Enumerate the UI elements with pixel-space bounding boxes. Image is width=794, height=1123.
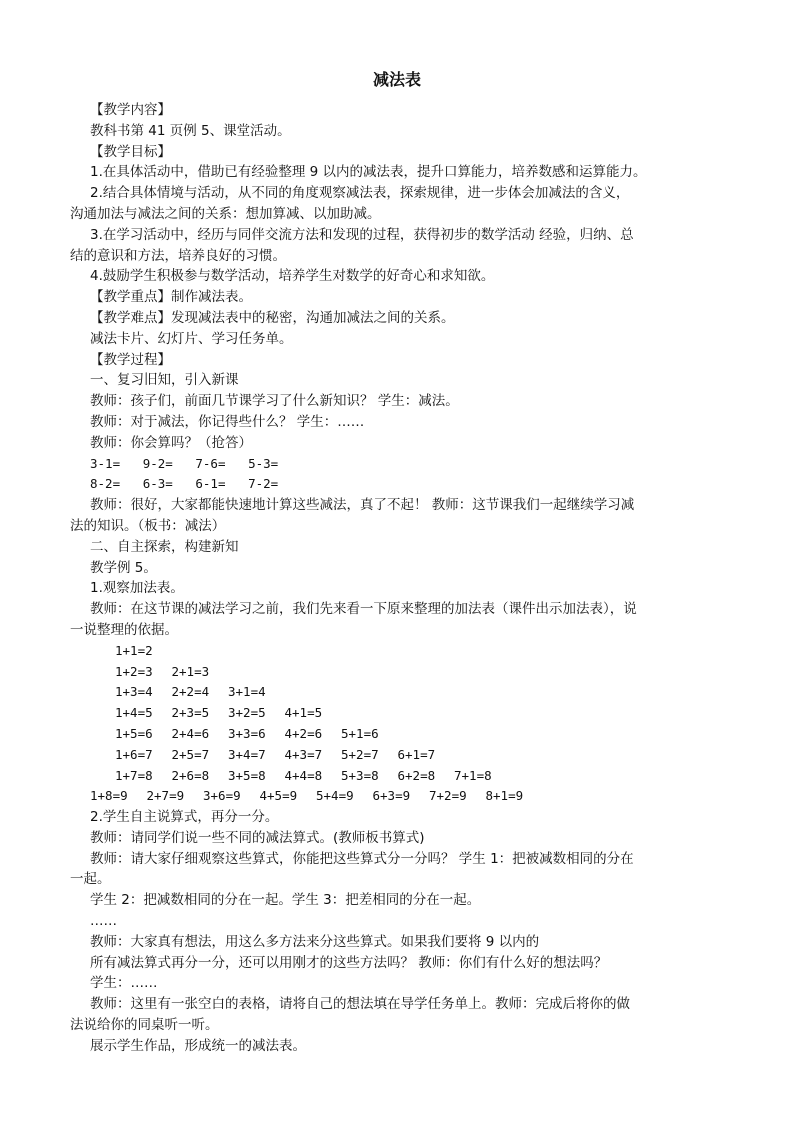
addition-fact: 1+5=6 xyxy=(115,725,153,741)
addition-fact: 1+1=2 xyxy=(115,642,153,658)
goal-2-line-2: 沟通加法与减法之间的关系：想加算减、以加助减。 xyxy=(70,205,381,222)
goal-3-line-1: 3.在学习活动中，经历与同伴交流方法和发现的过程，获得初步的数学活动 经验，归纳、总 xyxy=(90,226,634,243)
addition-fact: 3+1=4 xyxy=(228,684,266,700)
addition-fact: 2+4=6 xyxy=(171,725,210,741)
addition-fact: 5+2=7 xyxy=(341,746,379,762)
addition-fact: 5+3=8 xyxy=(341,767,379,783)
content-text: 教科书第 41 页例 5、课堂活动。 xyxy=(90,122,291,139)
addition-fact: 1+2=3 xyxy=(115,663,153,679)
exercise-item: 8-2= xyxy=(90,476,121,492)
key-point: 【教学重点】制作减法表。 xyxy=(90,289,252,306)
addition-fact: 2+1=3 xyxy=(171,663,210,679)
goal-3-line-2: 结的意识和方法，培养良好的习惯。 xyxy=(70,247,286,264)
exercise-item: 6-3= xyxy=(142,476,173,492)
addition-fact: 1+6=7 xyxy=(115,746,153,762)
dialogue-line: 教师：大家真有想法，用这么多方法来分这些算式。如果我们要将 9 以内的 xyxy=(90,933,540,950)
addition-fact: 3+2=5 xyxy=(228,705,266,721)
addition-fact: 5+1=6 xyxy=(341,725,379,741)
dialogue-line-cont: 法说给你的同桌听一听。 xyxy=(70,1017,219,1034)
addition-fact: 4+2=6 xyxy=(284,725,323,741)
dialogue-line-cont: 法的知识。（板书：减法） xyxy=(70,517,226,534)
dialogue-line: 教师：请大家仔细观察这些算式，你能把这些算式分一分吗？ 学生 1：把被减数相同的分在 xyxy=(90,850,634,867)
addition-fact: 4+5=9 xyxy=(259,788,298,804)
addition-fact: 1+7=8 xyxy=(115,767,153,783)
goal-4: 4.鼓励学生积极参与数学活动，培养学生对数学的好奇心和求知欲。 xyxy=(90,268,495,285)
addition-fact: 1+3=4 xyxy=(115,684,153,700)
difficult-point: 【教学难点】发现减法表中的秘密，沟通加减法之间的关系。 xyxy=(90,309,455,326)
page-title: 减法表 xyxy=(372,70,421,89)
dialogue-line-cont: 一说整理的依据。 xyxy=(70,621,178,638)
addition-table xyxy=(90,641,736,787)
dialogue-line: 教师：在这节课的减法学习之前，我们先来看一下原来整理的加法表（课件出示加法表），说 xyxy=(90,601,637,618)
exercise-row-2 xyxy=(90,474,736,495)
addition-fact: 6+1=7 xyxy=(397,746,436,762)
ellipsis-line: …… xyxy=(90,913,117,930)
addition-fact: 3+3=6 xyxy=(228,725,266,741)
dialogue-line: 教师：对于减法，你记得些什么？ 学生：…… xyxy=(90,413,365,430)
addition-fact: 5+4=9 xyxy=(316,788,354,804)
addition-fact: 8+1=9 xyxy=(485,788,524,804)
addition-fact: 1+4=5 xyxy=(115,705,153,721)
addition-table-row xyxy=(90,703,736,724)
addition-fact: 7+2=9 xyxy=(429,788,467,804)
example-label: 教学例 5。 xyxy=(90,559,157,576)
addition-table-row xyxy=(90,641,736,662)
addition-fact: 2+3=5 xyxy=(171,705,210,721)
exercise-item: 3-1= xyxy=(90,455,121,471)
exercise-item: 6-1= xyxy=(195,476,226,492)
document-body xyxy=(70,100,736,1057)
dialogue-line: 所有减法算式再分一分，还可以用刚才的这些方法吗？ 教师：你们有什么好的想法吗？ xyxy=(90,954,608,971)
dialogue-line: 教师：孩子们，前面几节课学习了什么新知识？ 学生：减法。 xyxy=(90,393,459,410)
addition-fact: 4+4=8 xyxy=(284,767,323,783)
materials: 减法卡片、幻灯片、学习任务单。 xyxy=(90,330,293,347)
part-2-heading: 二、自主探索，构建新知 xyxy=(90,538,239,555)
dialogue-line: 教师：这里有一张空白的表格，请将自己的想法填在导学任务单上。教师：完成后将你的做 xyxy=(90,996,630,1013)
exercise-item: 9-2= xyxy=(142,455,173,471)
addition-fact: 6+2=8 xyxy=(397,767,436,783)
dialogue-line: 学生 2：把减数相同的分在一起。学生 3：把差相同的分在一起。 xyxy=(90,892,481,909)
exercise-item: 5-3= xyxy=(248,455,279,471)
addition-table-row xyxy=(90,682,736,703)
addition-fact: 2+5=7 xyxy=(171,746,210,762)
dialogue-line: 展示学生作品，形成统一的减法表。 xyxy=(90,1037,306,1054)
step-2: 2.学生自主说算式，再分一分。 xyxy=(90,809,279,826)
addition-fact: 2+2=4 xyxy=(171,684,210,700)
exercise-row-1 xyxy=(90,454,736,475)
addition-table-row xyxy=(90,724,736,745)
part-1-heading: 一、复习旧知，引入新课 xyxy=(90,372,239,389)
step-1: 1.观察加法表。 xyxy=(90,580,184,597)
addition-table-row xyxy=(90,766,736,787)
goal-1: 1.在具体活动中，借助已有经验整理 9 以内的减法表，提升口算能力，培养数感和运算能力。 xyxy=(90,164,647,181)
addition-fact: 3+6=9 xyxy=(203,788,241,804)
addition-fact: 2+7=9 xyxy=(146,788,185,804)
addition-fact: 7+1=8 xyxy=(454,767,492,783)
goals-heading: 【教学目标】 xyxy=(90,143,171,160)
addition-fact: 4+3=7 xyxy=(284,746,323,762)
addition-fact: 4+1=5 xyxy=(284,705,323,721)
process-heading: 【教学过程】 xyxy=(90,351,171,368)
content-heading: 【教学内容】 xyxy=(90,102,171,118)
dialogue-line-cont: 一起。 xyxy=(70,871,111,888)
dialogue-line: 学生：…… xyxy=(90,975,158,992)
dialogue-line: 教师：请同学们说一些不同的减法算式。(教师板书算式) xyxy=(90,829,425,846)
dialogue-line: 教师：你会算吗？（抢答） xyxy=(90,434,252,451)
addition-table-row xyxy=(90,662,736,683)
addition-fact: 3+5=8 xyxy=(228,767,266,783)
exercise-item: 7-6= xyxy=(195,455,226,471)
addition-fact: 2+6=8 xyxy=(171,767,210,783)
addition-fact: 3+4=7 xyxy=(228,746,266,762)
addition-fact: 1+8=9 xyxy=(90,788,128,804)
goal-2-line-1: 2.结合具体情境与活动，从不同的角度观察减法表，探索规律，进一步体会加减法的含义， xyxy=(90,185,630,202)
exercise-item: 7-2= xyxy=(248,476,279,492)
addition-table-row xyxy=(90,745,736,766)
addition-table-last-row xyxy=(90,786,736,807)
addition-fact: 6+3=9 xyxy=(372,788,411,804)
dialogue-line: 教师：很好，大家都能快速地计算这些减法，真了不起！ 教师：这节课我们一起继续学习减 xyxy=(90,497,635,514)
